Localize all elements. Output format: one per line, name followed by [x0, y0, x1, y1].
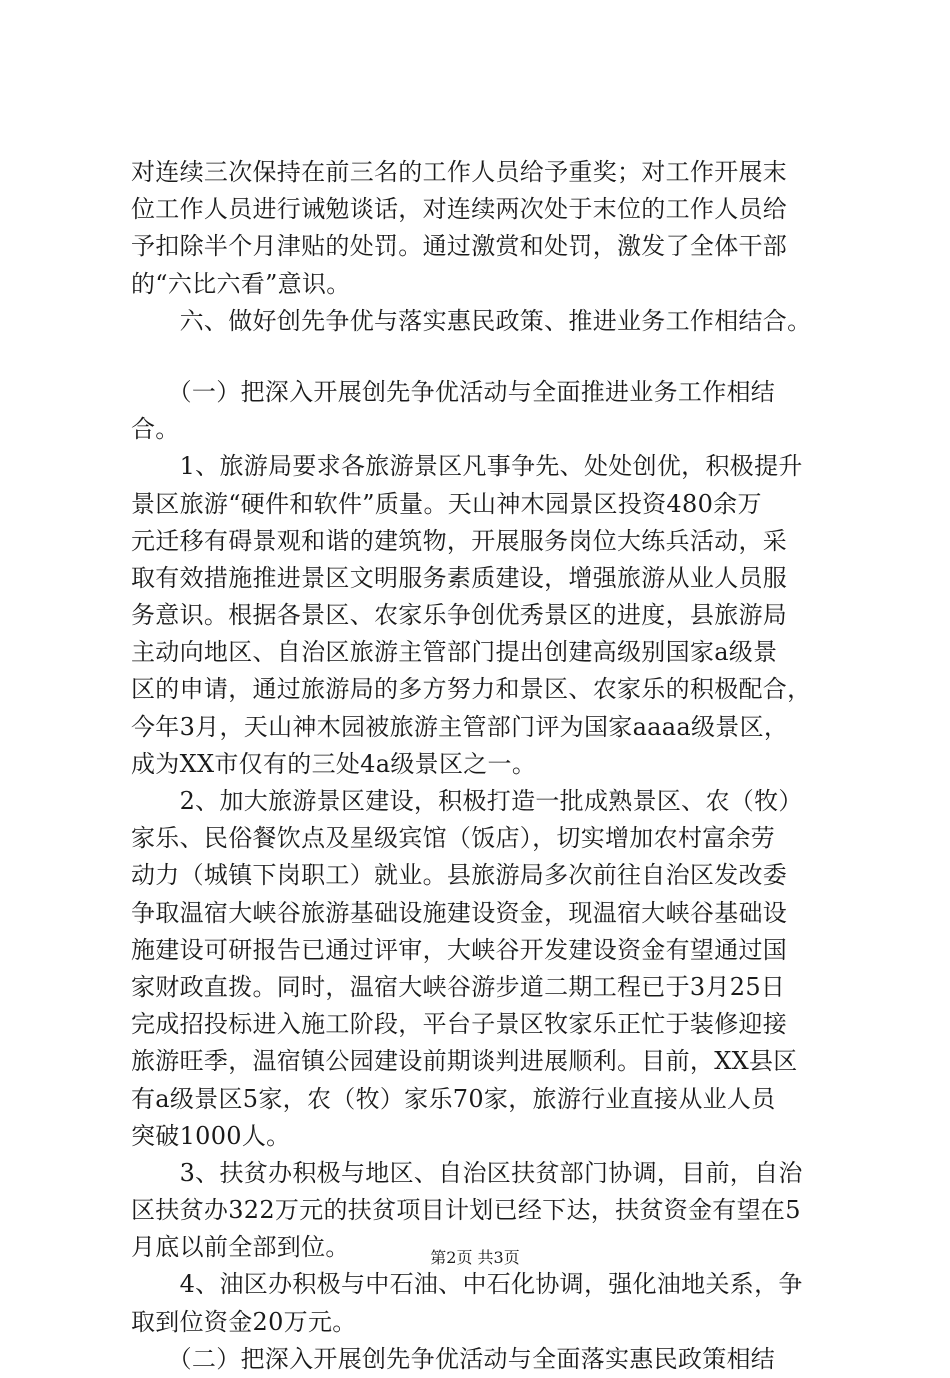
text-line: 位工作人员进行诫勉谈话，对连续两次处于末位的工作人员给 [131, 195, 788, 224]
text-line: 突破1000人。 [131, 1121, 291, 1150]
text-line: 施建设可研报告已通过评审，大峡谷开发建设资金有望通过国 [131, 935, 788, 964]
text-line: 3、扶贫办积极与地区、自治区扶贫部门协调，目前，自治 [131, 1158, 803, 1187]
section-heading: 六、做好创先争优与落实惠民政策、推进业务工作相结合。 [131, 306, 812, 335]
text-line: 家财政直拨。同时，温宿大峡谷游步道二期工程已于3月25日 [131, 972, 786, 1001]
text-line: 有a级景区5家，农（牧）家乐70家，旅游行业直接从业人员 [131, 1084, 776, 1113]
text-line: 家乐、民俗餐饮点及星级宾馆（饭店），切实增加农村富余劳 [131, 824, 776, 853]
document-body [131, 154, 831, 1378]
text-line: 主动向地区、自治区旅游主管部门提出创建高级别国家a级景 [131, 638, 778, 667]
text-line: 区的申请，通过旅游局的多方努力和景区、农家乐的积极配合， [131, 675, 812, 704]
text-line: 合。 [131, 415, 180, 444]
text-line: 取有效措施推进景区文明服务素质建设，增强旅游从业人员服 [131, 563, 788, 592]
page-footer: 第2页 共3页 [430, 1248, 520, 1267]
text-line: 月底以前全部到位。 [131, 1233, 350, 1262]
text-line: 完成招投标进入施工阶段，平台子景区牧家乐正忙于装修迎接 [131, 1010, 788, 1039]
text-line: 务意识。根据各景区、农家乐争创优秀景区的进度，县旅游局 [131, 601, 788, 630]
text-line: 1、旅游局要求各旅游景区凡事争先、处处创优，积极提升 [131, 452, 803, 481]
text-line: 元迁移有碍景观和谐的建筑物，开展服务岗位大练兵活动，采 [131, 526, 788, 555]
text-line: 4、油区办积极与中石油、中石化协调，强化油地关系，争 [131, 1270, 803, 1299]
text-line: 争取温宿大峡谷旅游基础设施建设资金，现温宿大峡谷基础设 [131, 898, 788, 927]
text-line: 今年3月，天山神木园被旅游主管部门评为国家aaaa级景区， [131, 712, 789, 741]
subsection-heading: （二）把深入开展创先争优活动与全面落实惠民政策相结 [131, 1344, 776, 1373]
text-line: 2、加大旅游景区建设，积极打造一批成熟景区、农（牧） [131, 787, 803, 815]
text-line: 动力（城镇下岗职工）就业。县旅游局多次前往自治区发改委 [131, 861, 788, 890]
text-line: 景区旅游“硬件和软件”质量。天山神木园景区投资480余万 [131, 489, 762, 518]
subsection-heading: （一）把深入开展创先争优活动与全面推进业务工作相结 [131, 377, 776, 406]
text-line: 成为XX市仅有的三处4a级景区之一。 [131, 749, 537, 778]
text-line: 对连续三次保持在前三名的工作人员给予重奖；对工作开展末 [131, 158, 788, 186]
text-line: 区扶贫办322万元的扶贫项目计划已经下达，扶贫资金有望在5 [131, 1196, 801, 1225]
text-line: 予扣除半个月津贴的处罚。通过激赏和处罚，激发了全体干部 [131, 232, 788, 261]
text-line: 的“六比六看”意识。 [131, 269, 351, 298]
text-line: 旅游旺季，温宿镇公园建设前期谈判进展顺利。目前，XX县区 [131, 1047, 798, 1076]
text-line: 取到位资金20万元。 [131, 1307, 357, 1336]
